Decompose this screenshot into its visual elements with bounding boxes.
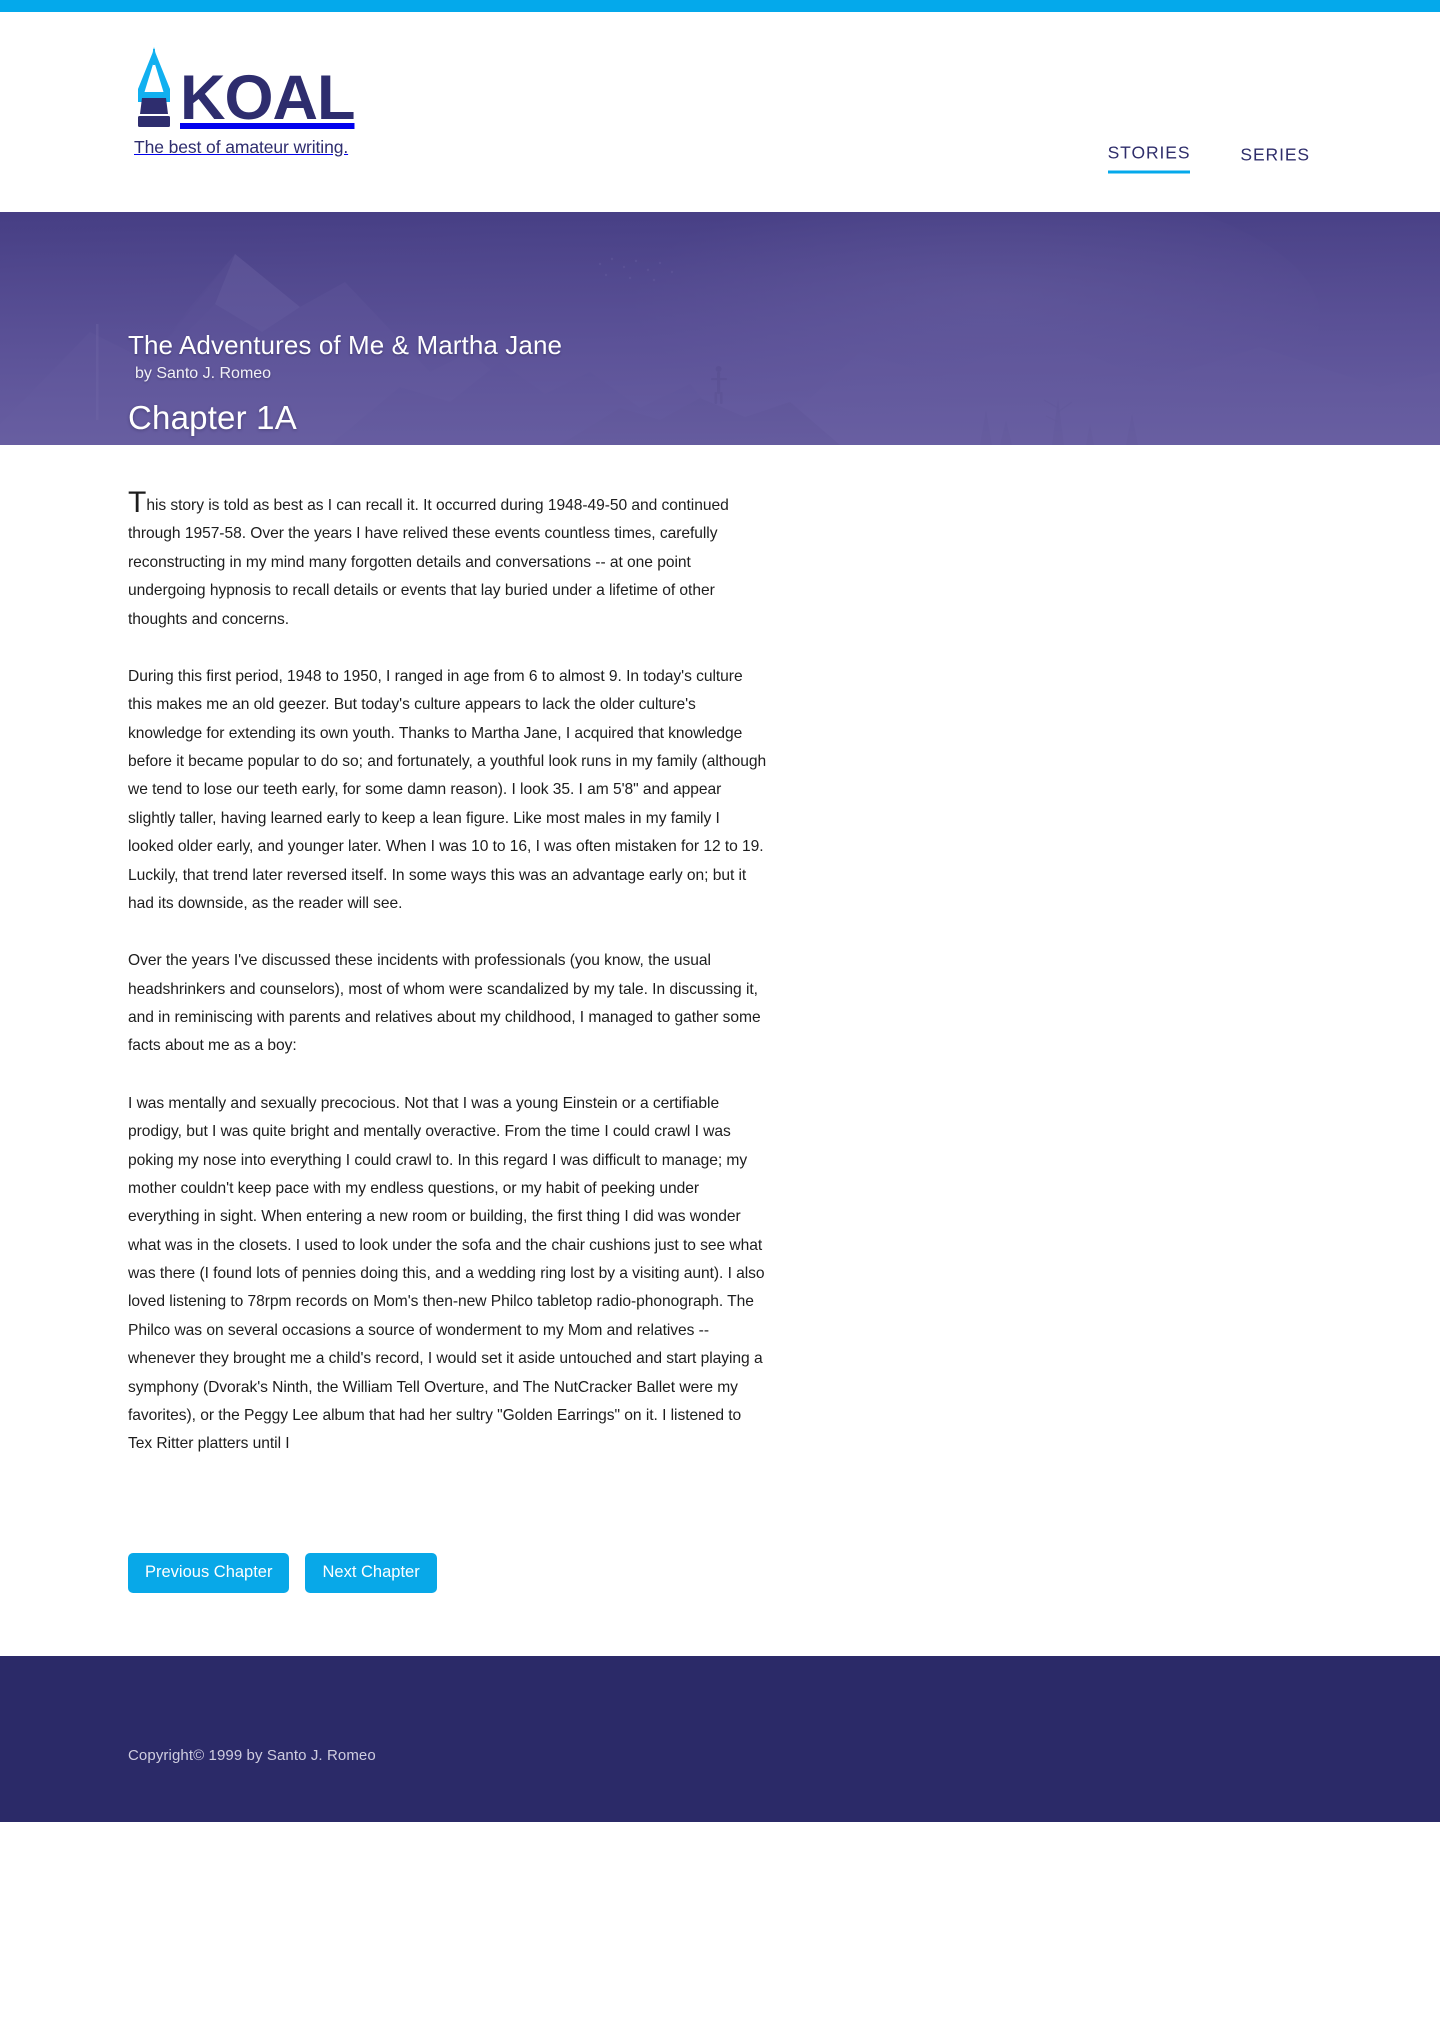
story-paragraph-2: During this first period, 1948 to 1950, I ranged in age from 6 to almost 9. In today's culture this makes me an old geezer. But today's culture appears to lack the older culture's knowledge for extending its own youth. Thanks to Martha Jane, I acquired that knowledge before it became popular to do so; and fortunately, a youthful look runs in my family (although we tend to lose our teeth early, for some damn reason). I look 35. I am 5'8" and appear slightly taller, having learned early to keep a lean figure. Like most males in my family I looked older early, and younger later. When I was 10 to 16, I was often mistaken for 12 to 19. Luckily, that trend later reversed itself. In some ways this was an advantage early on; but it had its downside, as the reader will see. <box>128 667 767 912</box>
story-byline: by Santo J. Romeo <box>135 365 272 382</box>
top-accent-strip <box>0 0 1440 12</box>
chapter-title: Chapter 1A <box>128 399 297 436</box>
chapter-navigation <box>0 1488 1440 1593</box>
story-paragraph-4: I was mentally and sexually precocious. Not that I was a young Einstein or a certifiable prodigy, but I was quite bright and mentally overactive. From the time I could crawl I was poking my nose into everything I could crawl to. In this regard I was difficult to manage; my mother couldn't keep pace with my endless questions, or my habit of peeking under everything in sight. When entering a new room or building, the first thing I did was wonder what was in the closets. I used to look under the sofa and the chair cushions just to see what was there (I found lots of pennies doing this, and a wedding ring lost by a visiting aunt). I also loved listening to 78rpm records on Mom's then-new Philco tabletop radio-phonograph. The Philco was on several occasions a source of wonderment to my Mom and relatives -- whenever they brought me a child's record, I would set it aside untouched and start playing a symphony (Dvorak's Ninth, the William Tell Overture, and The NutCracker Ballet were my favorites), or the Peggy Lee album that had her sultry "Golden Earrings" on it. I listened to Tex Ritter platters until I <box>128 1094 765 1453</box>
story-paragraph-3: Over the years I've discussed these incidents with professionals (you know, the usual headshrinkers and counselors), most of whom were scandalized by my tale. In discussing it, and in reminiscing with parents and relatives about my childhood, I managed to gather some facts about me as a boy: <box>128 952 761 1055</box>
story-paragraph-1 <box>128 486 768 634</box>
main-navigation <box>1108 143 1310 174</box>
footer-copyright: Copyright© 1999 by Santo J. Romeo <box>128 1746 376 1764</box>
next-chapter-button[interactable]: Next Chapter <box>305 1553 436 1593</box>
nav-link-series[interactable]: SERIES <box>1240 144 1310 164</box>
story-paragraph-1-text: his story is told as best as I can recall it. It occurred during 1948-49-50 and continued through 1957-58. Over the years I have relived these events countless times, carefully reconstructing in my mind many forgotten details and conversations -- at one point undergoing hypnosis to recall details or events that lay buried under a lifetime of other thoughts and concerns. <box>128 497 729 628</box>
site-footer <box>0 1656 1440 1822</box>
pen-nib-icon <box>128 46 180 128</box>
site-header <box>0 12 1440 212</box>
hero-banner <box>0 212 1440 445</box>
brand-wordmark: KOAL <box>180 63 355 134</box>
previous-chapter-button[interactable]: Previous Chapter <box>128 1553 289 1593</box>
brand-tagline: The best of amateur writing. <box>134 137 349 157</box>
drop-cap: T <box>128 486 147 519</box>
nav-link-stories[interactable]: STORIES <box>1108 143 1191 174</box>
story-title: The Adventures of Me & Martha Jane <box>128 329 563 360</box>
brand-logo-link[interactable] <box>128 46 356 158</box>
story-body <box>0 445 1440 1459</box>
hero-text-block <box>128 330 562 437</box>
brand-row <box>128 46 356 134</box>
